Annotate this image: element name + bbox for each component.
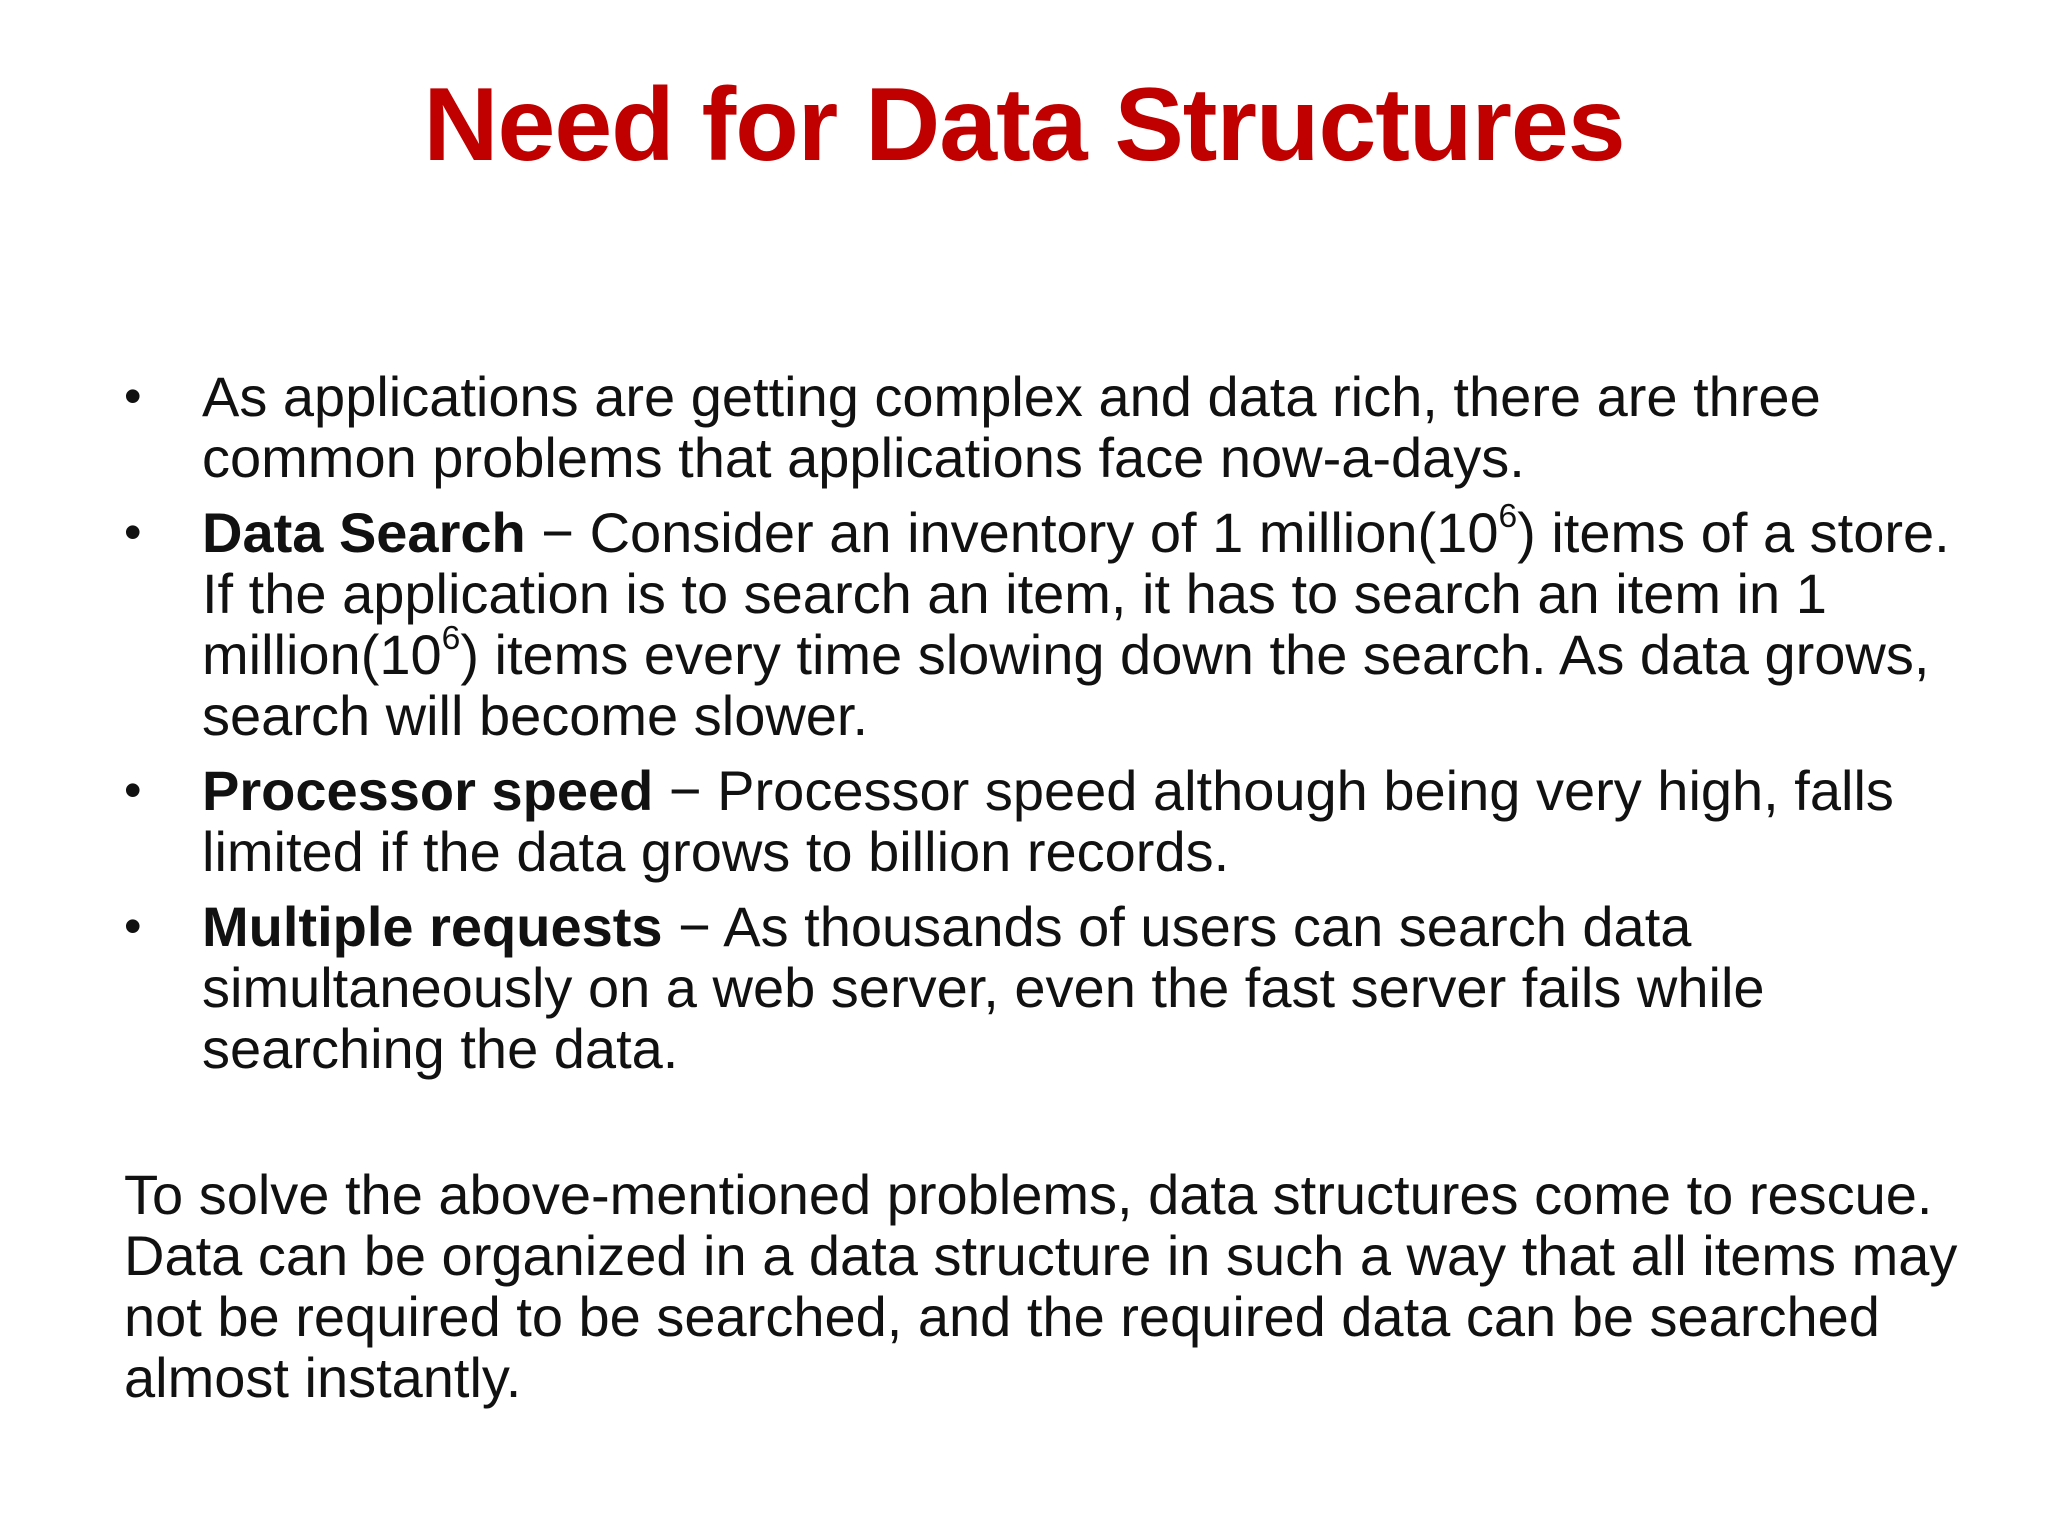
- bullet-item-intro: [124, 366, 1984, 488]
- bullet-description: Processor speed although being very high, falls limited if the data grows to billion records.: [202, 759, 1894, 883]
- bullet-separator: −: [662, 895, 724, 958]
- bullet-item-multiple-requests: [124, 896, 1984, 1079]
- bullet-dot-icon: •: [124, 504, 142, 560]
- bullet-dot-icon: •: [124, 368, 142, 424]
- bullet-description-part-1: Consider an inventory of 1 million(10: [589, 501, 1499, 564]
- closing-paragraph: To solve the above-mentioned problems, data structures come to rescue. Data can be organized in a data structure in such a way that all items may not be required to be searched, and the required data can be searched almost instantly.: [124, 1163, 1958, 1409]
- bullet-dot-icon: •: [124, 898, 142, 954]
- bullet-item-processor-speed: [124, 760, 1984, 882]
- bullet-text: As applications are getting complex and data rich, there are three common problems that applications face now-a-days.: [202, 365, 1821, 489]
- bullet-description-part-2: ) items of a store. If the application is to search an item, it has to search an item in 1 million(10: [202, 501, 1950, 686]
- bullet-description: As thousands of users can search data simultaneously on a web server, even the fast server fails while searching the data.: [202, 895, 1765, 1080]
- bullet-description-part-3: ) items every time slowing down the search. As data grows, search will become slower.: [202, 623, 1930, 747]
- bullet-separator: −: [653, 759, 718, 822]
- slide-title: Need for Data Structures: [423, 67, 1625, 183]
- bullet-term: Processor speed: [202, 759, 654, 822]
- bullet-term: Multiple requests: [202, 895, 663, 958]
- bullet-text: [202, 895, 1765, 1080]
- superscript-exponent: 6: [1498, 497, 1518, 535]
- bullet-term: Data Search: [202, 501, 526, 564]
- superscript-exponent: 6: [441, 619, 461, 657]
- bullet-text: [202, 759, 1894, 883]
- bullet-item-data-search: [124, 497, 1984, 747]
- bullet-list: [124, 366, 1984, 1093]
- bullet-separator: −: [525, 501, 590, 564]
- bullet-dot-icon: •: [124, 762, 142, 818]
- bullet-text: [202, 497, 1950, 747]
